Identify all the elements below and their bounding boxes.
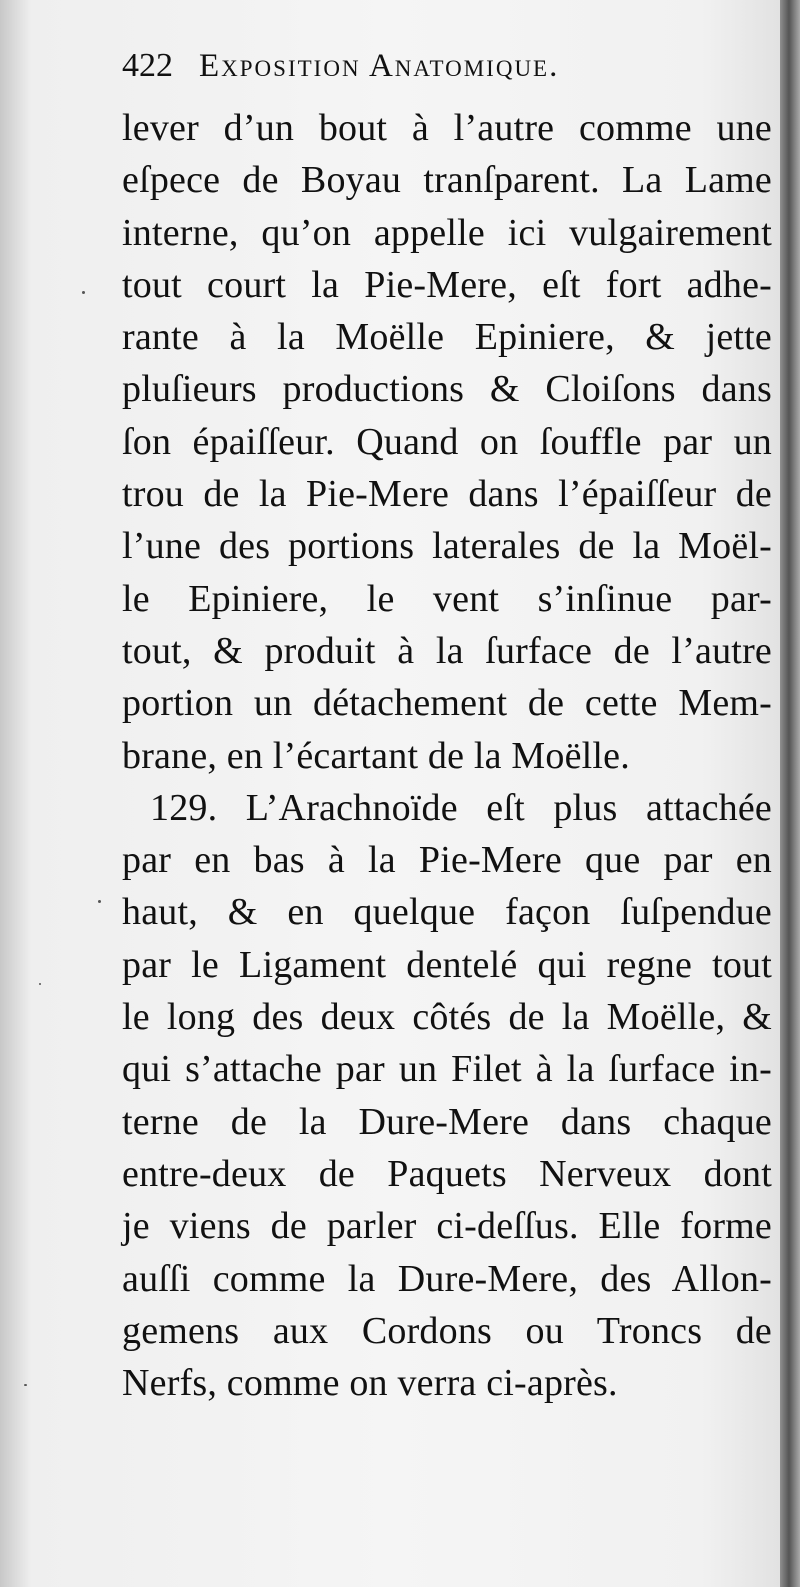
running-title: Exposition Anatomique. bbox=[199, 48, 560, 84]
text-line: terne de la Dure-Mere dans chaque bbox=[122, 1100, 772, 1143]
text-line: eſpece de Boyau tranſparent. La Lame bbox=[122, 159, 772, 202]
text-line: ſon épaiſſeur. Quand on ſouffle par un bbox=[122, 420, 772, 463]
text-line: tout court la Pie-Mere, eſt fort adhe- bbox=[122, 263, 772, 306]
text-line: auſſi comme la Dure-Mere, des Allon- bbox=[122, 1257, 772, 1300]
text-line: le long des deux côtés de la Moëlle, & bbox=[122, 996, 772, 1039]
text-line: interne, qu’on appelle ici vulgairement bbox=[122, 211, 772, 254]
ink-speck bbox=[39, 983, 41, 985]
paragraph-first-line: 129. L’Arachnoïde eſt plus attachée bbox=[150, 786, 772, 829]
text-line: qui s’attache par un Filet à la ſurface in- bbox=[122, 1048, 772, 1091]
text-line: tout, & produit à la ſurface de l’autre bbox=[122, 629, 772, 672]
running-header bbox=[122, 40, 772, 102]
text-line: brane, en l’écartant de la Moëlle. bbox=[122, 734, 630, 777]
ink-speck bbox=[24, 1384, 27, 1386]
text-line: rante à la Moëlle Epiniere, & jette bbox=[122, 316, 772, 359]
text-line: l’une des portions laterales de la Moël- bbox=[122, 525, 772, 568]
text-line: portion un détachement de cette Mem- bbox=[122, 682, 772, 725]
text-line: je viens de parler ci-deſſus. Elle forme bbox=[122, 1205, 772, 1248]
text-line: entre-deux de Paquets Nerveux dont bbox=[122, 1152, 772, 1195]
text-line: par en bas à la Pie-Mere que par en bbox=[122, 839, 772, 882]
ink-speck bbox=[82, 291, 85, 294]
text-line: par le Ligament dentelé qui regne tout bbox=[122, 943, 772, 986]
text-line: haut, & en quelque façon ſuſpendue bbox=[122, 891, 772, 934]
text-line: lever d’un bout à l’autre comme une bbox=[122, 107, 772, 149]
text-line: gemens aux Cordons ou Troncs de bbox=[122, 1309, 772, 1352]
page-edge-shadow bbox=[780, 0, 800, 1587]
text-line: trou de la Pie-Mere dans l’épaiſſeur de bbox=[122, 473, 772, 516]
text-line: Nerfs, comme on verra ci-après. bbox=[122, 1362, 618, 1405]
ink-speck bbox=[98, 900, 101, 903]
text-line: pluſieurs productions & Cloiſons dans bbox=[122, 368, 772, 411]
page-number: 422 bbox=[122, 47, 173, 84]
page-text bbox=[122, 40, 772, 1409]
text-line: le Epiniere, le vent s’inſinue par- bbox=[122, 577, 772, 620]
